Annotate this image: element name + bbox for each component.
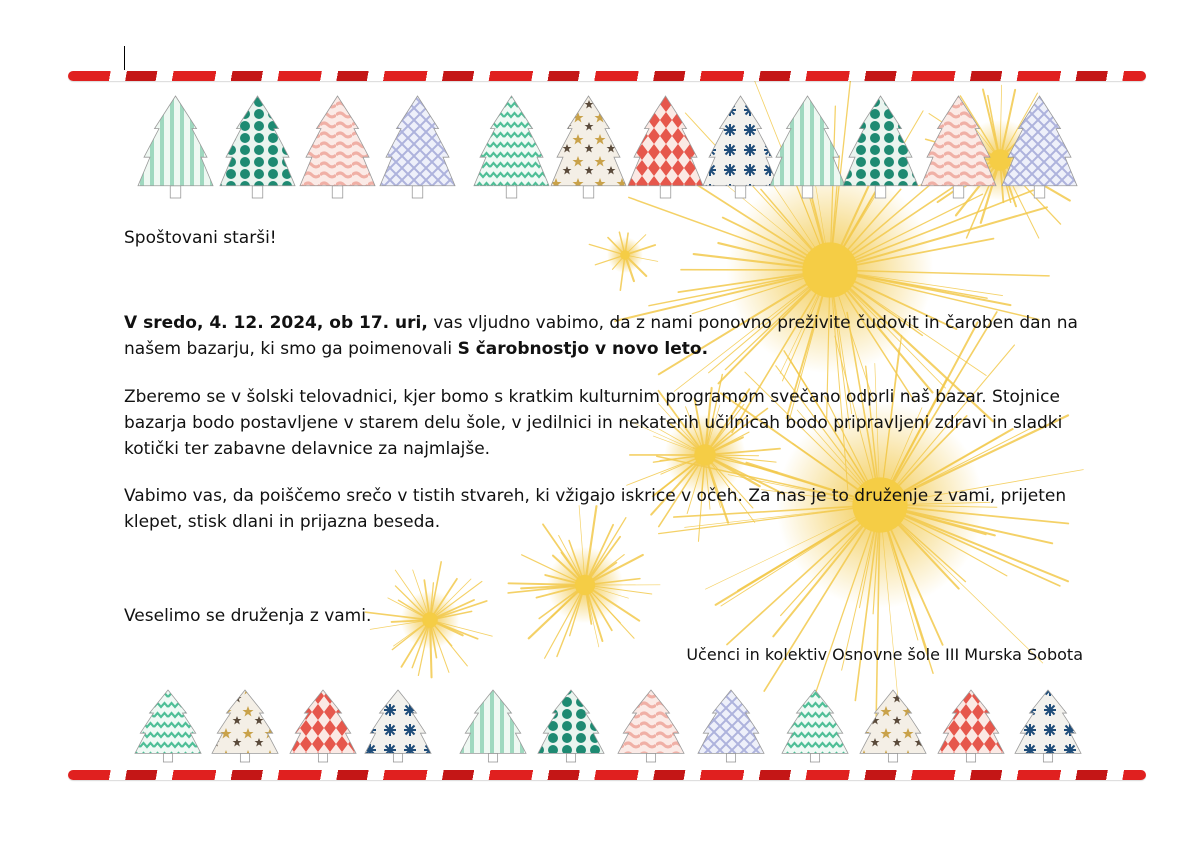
tree-gold-stars-icon (551, 96, 626, 198)
tree-mint-stripes-icon (138, 96, 213, 198)
paragraph-invitation (124, 310, 1086, 362)
paragraph-program: Zberemo se v šolski telovadnici, kjer bomo s kratkim kulturnim programom svečano odprli naš bazar. Stojnice bazarja bodo postavljene v starem delu šole, v jedilnici in nekaterih učilnicah bodo pripravljeni zdravi in sladki kotički ter zabavne delavnice za najmlajše. (124, 387, 1063, 459)
tree-teal-dots-icon (538, 690, 604, 762)
date-time: V sredo, 4. 12. 2024, ob 17. uri, (124, 313, 428, 333)
tree-red-harlequin-icon (290, 690, 356, 762)
tree-teal-dots-icon (843, 96, 918, 198)
bazaar-title: S čarobnostjo v novo leto. (457, 339, 709, 359)
tree-lavender-diamonds-icon (380, 96, 455, 198)
tree-navy-stars-icon (703, 96, 778, 198)
tree-pink-waves-icon (618, 690, 684, 762)
tree-lavender-diamonds-icon (1002, 96, 1077, 198)
tree-pink-waves-icon (921, 96, 996, 198)
text-cursor (124, 46, 125, 70)
tree-pink-waves-icon (300, 96, 375, 198)
tree-mint-stripes-icon (460, 690, 526, 762)
tree-mint-stripes-icon (770, 96, 845, 198)
signature: Učenci in kolektiv Osnovne šole III Murska Sobota (686, 645, 1083, 664)
tree-gold-stars-icon (212, 690, 278, 762)
greeting: Spoštovani starši! (124, 228, 277, 248)
paragraph-invite: Vabimo vas, da poiščemo srečo v tistih stvareh, ki vžigajo iskrice v očeh. Za nas je to druženje z vami, prijeten klepet, stisk dlani in prijazna beseda. (124, 486, 1067, 532)
tree-mint-zigzag-icon (474, 96, 549, 198)
closing-line: Veselimo se druženja z vami. (124, 606, 372, 626)
tree-mint-zigzag-icon (135, 690, 201, 762)
tree-mint-zigzag-icon (782, 690, 848, 762)
tree-teal-dots-icon (220, 96, 295, 198)
tree-red-harlequin-icon (628, 96, 703, 198)
tree-lavender-diamonds-icon (698, 690, 764, 762)
tree-gold-stars-icon (860, 690, 926, 762)
tree-navy-stars-icon (365, 690, 431, 762)
tree-navy-stars-icon (1015, 690, 1081, 762)
tree-red-harlequin-icon (938, 690, 1004, 762)
invitation-text: vas vljudno vabimo, da z nami ponovno preživite čudovit in čaroben dan na našem bazarju, ki smo ga poimenovali (124, 313, 1078, 359)
